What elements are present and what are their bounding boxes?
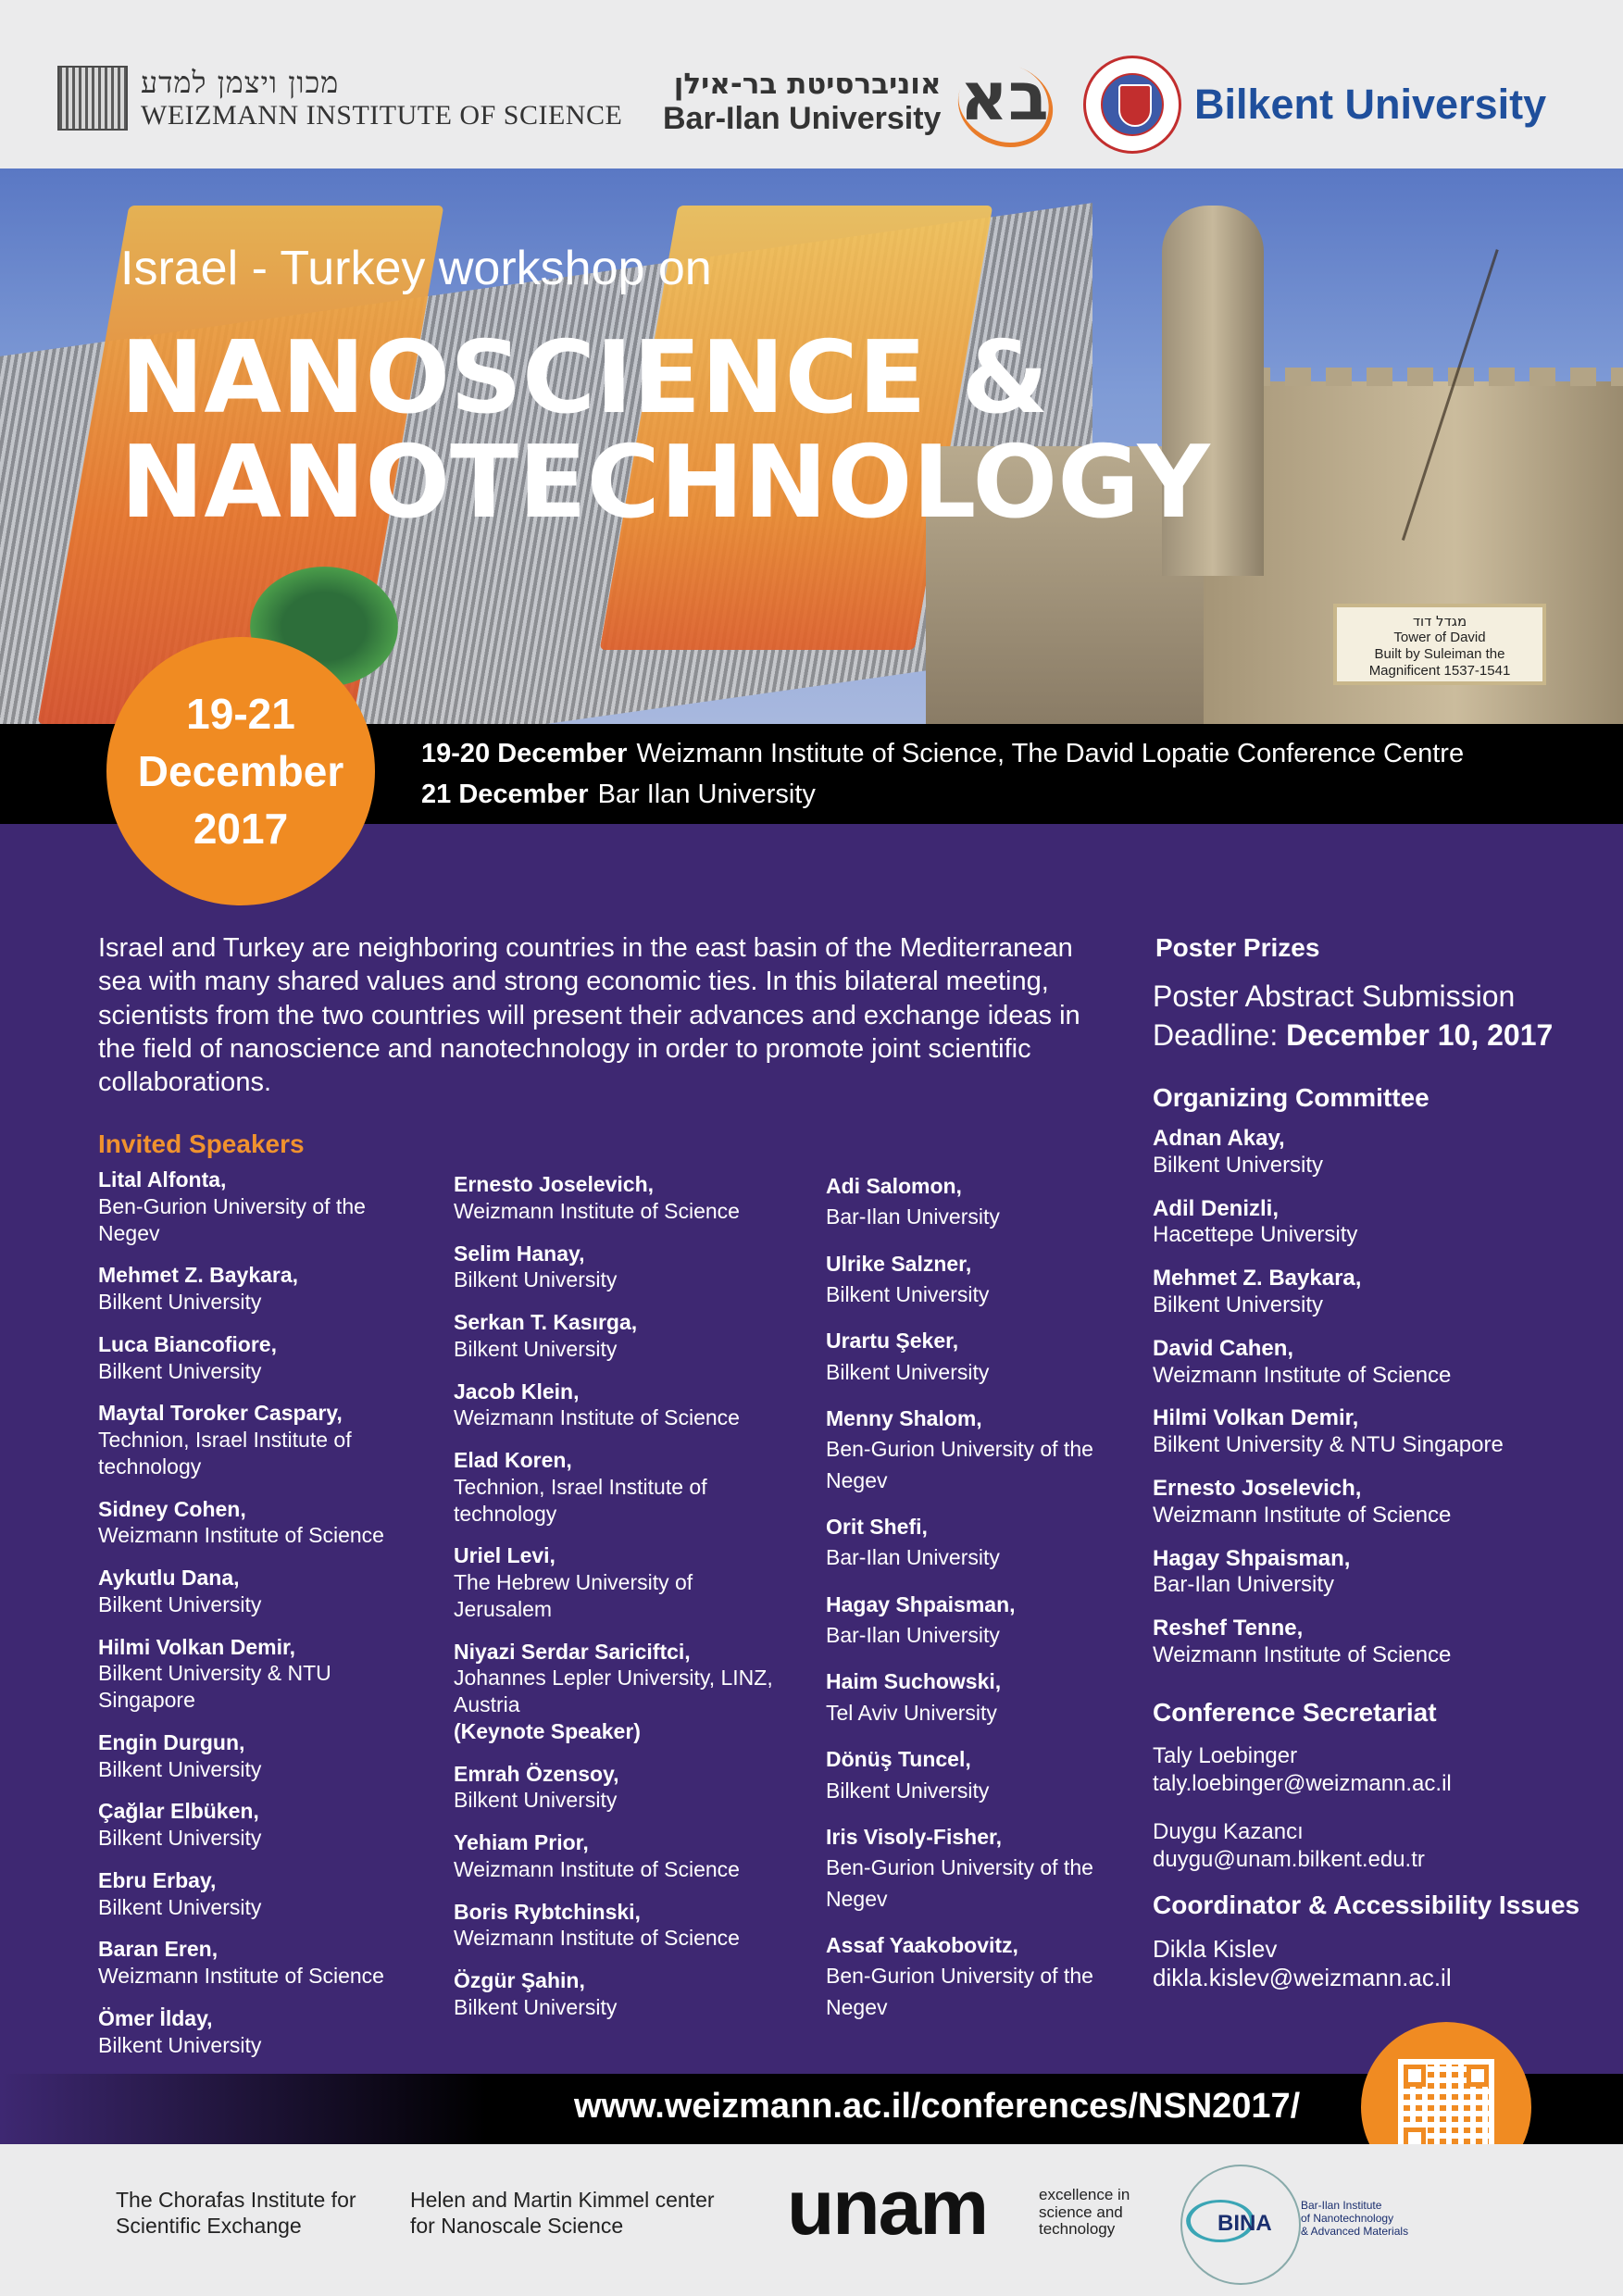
person-affiliation: Johannes Lepler University, LINZ, Austria — [454, 1666, 773, 1716]
person-entry — [98, 1798, 431, 1852]
person-name: Ömer İlday, — [98, 2005, 213, 2030]
speakers-column-3 — [826, 1171, 1131, 2039]
person-name: Mehmet Z. Baykara, — [98, 1263, 299, 1288]
bilkent-name: Bilkent University — [1194, 81, 1547, 128]
person-entry — [826, 1930, 1131, 2023]
unam-logo: unam — [787, 2164, 988, 2251]
person-entry — [454, 1171, 787, 1225]
person-name: Ebru Erbay, — [98, 1867, 217, 1892]
person-name: Luca Biancofiore, — [98, 1331, 277, 1356]
kimmel-center-label: Helen and Martin Kimmel center for Nanoscale Science — [410, 2188, 715, 2238]
person-entry — [98, 1565, 431, 1618]
person-affiliation: The Hebrew University of Jerusalem — [454, 1570, 693, 1621]
person-name: Urartu Şeker, — [826, 1329, 959, 1354]
person-entry — [826, 1171, 1131, 1233]
person-entry — [454, 1639, 787, 1745]
person-name: Adil Denizli, — [1153, 1195, 1280, 1221]
organizing-committee-heading: Organizing Committee — [1153, 1083, 1429, 1112]
bar-ilan-logo — [663, 56, 1055, 148]
person-affiliation: Tel Aviv University — [826, 1700, 997, 1725]
person-entry — [454, 1542, 787, 1622]
poster-deadline: Poster Abstract Submission Deadline: December 10, 2017 — [1153, 980, 1554, 1052]
person-name: Aykutlu Dana, — [98, 1566, 240, 1590]
person-name: Serkan T. Kasırga, — [454, 1310, 638, 1334]
person-name: Selim Hanay, — [454, 1241, 585, 1266]
person-entry — [98, 1167, 431, 1246]
person-name: Orit Shefi, — [826, 1515, 928, 1540]
photo-caption: מגדל דוד Tower of David Built by Suleiman the Magnificent 1537-1541 — [1333, 604, 1546, 685]
person-affiliation: Bilkent University — [98, 1358, 262, 1383]
person-affiliation: Ben-Gurion University of the Negev — [826, 1855, 1093, 1911]
coordinator-contact — [1153, 1935, 1597, 1992]
person-entry — [1153, 1476, 1597, 1529]
person-name: Emrah Özensoy, — [454, 1761, 619, 1786]
bilkent-logo — [1083, 56, 1546, 154]
person-entry — [98, 1634, 431, 1714]
person-name: Adi Salomon, — [826, 1174, 962, 1198]
person-name: Çağlar Elbüken, — [98, 1799, 259, 1824]
venue-line-2: 21 December Bar Ilan University — [421, 780, 816, 809]
person-affiliation: Technion, Israel Institute of technology — [98, 1428, 352, 1479]
person-affiliation: Weizmann Institute of Science — [98, 1964, 384, 1988]
person-name: Reshef Tenne, — [1153, 1616, 1304, 1641]
weizmann-logo — [57, 65, 622, 131]
person-name: Ernesto Joselevich, — [454, 1172, 655, 1196]
bina-logo: BINA — [1180, 2165, 1301, 2285]
person-affiliation: Bilkent University — [454, 1994, 618, 2019]
person-entry — [454, 1447, 787, 1527]
person-name: Boris Rybtchinski, — [454, 1899, 641, 1924]
person-name: Hagay Shpaisman, — [1153, 1545, 1351, 1571]
weizmann-hebrew-name: מכון ויצמן למדע — [141, 65, 340, 100]
person-entry — [1153, 1546, 1597, 1600]
person-entry — [454, 1379, 787, 1432]
person-affiliation: Bilkent University — [1153, 1152, 1324, 1178]
secretariat-contacts — [1153, 1742, 1597, 1894]
intro-paragraph: Israel and Turkey are neighboring countries in the east basin of the Mediterranean sea with many shared values and strong economic ties. In this bilateral meeting, scientists from the two countries will present their advances and exchange ideas in the field of nanoscience and nanotechnology in order to promote joint scientific collaborations. — [98, 933, 1080, 1097]
person-name: Engin Durgun, — [98, 1729, 245, 1754]
bar-ilan-hebrew-name: אוניברסיטת בר-אילן — [673, 67, 942, 101]
person-entry — [98, 1936, 431, 1990]
person-affiliation: Bilkent University — [98, 1756, 262, 1781]
person-entry — [454, 1241, 787, 1294]
person-entry — [1153, 1196, 1597, 1250]
chorafas-institute-label: The Chorafas Institute for Scientific Exchange — [116, 2188, 356, 2238]
person-affiliation: Weizmann Institute of Science — [454, 1198, 740, 1223]
person-affiliation: Ben-Gurion University of the Negev — [98, 1193, 366, 1245]
person-affiliation: Technion, Israel Institute of technology — [454, 1474, 707, 1526]
person-affiliation: Bilkent University — [1153, 1292, 1324, 1317]
coordinator-email-link[interactable]: dikla.kislev@weizmann.ac.il — [1153, 1964, 1452, 1992]
person-name: Niyazi Serdar Sariciftci, — [454, 1639, 691, 1664]
speakers-column-1 — [98, 1167, 431, 2074]
person-entry — [454, 1309, 787, 1363]
person-affiliation: Bar-Ilan University — [826, 1623, 1000, 1648]
person-affiliation: Ben-Gurion University of the Negev — [826, 1437, 1093, 1492]
person-entry — [826, 1404, 1131, 1496]
person-entry — [826, 1590, 1131, 1652]
person-affiliation: Bilkent University — [98, 1826, 262, 1850]
person-affiliation: Bilkent University — [826, 1359, 990, 1384]
person-affiliation: Bilkent University — [826, 1282, 990, 1307]
coordinator-heading: Coordinator & Accessibility Issues — [1153, 1890, 1580, 1919]
secretariat-contact-name: Taly Loebinger — [1153, 1743, 1298, 1768]
person-entry — [454, 1829, 787, 1883]
person-affiliation: Bar-Ilan University — [1153, 1572, 1335, 1598]
person-affiliation: Hacettepe University — [1153, 1222, 1358, 1248]
person-name: Jacob Klein, — [454, 1379, 580, 1404]
person-entry — [98, 1867, 431, 1921]
person-entry — [1153, 1266, 1597, 1319]
person-affiliation: Weizmann Institute of Science — [454, 1856, 740, 1881]
person-name: Ernesto Joselevich, — [1153, 1475, 1362, 1501]
bina-tagline: Bar-Ilan Institute of Nanotechnology & Advanced Materials — [1301, 2199, 1409, 2238]
person-entry — [826, 1249, 1131, 1311]
person-affiliation: Ben-Gurion University of the Negev — [826, 1964, 1093, 2019]
person-affiliation: Weizmann Institute of Science — [98, 1523, 384, 1548]
person-entry — [98, 1262, 431, 1316]
person-affiliation: Weizmann Institute of Science — [1153, 1641, 1452, 1667]
person-affiliation: Weizmann Institute of Science — [454, 1926, 740, 1951]
invited-speakers-heading: Invited Speakers — [98, 1129, 305, 1158]
workshop-title: NANOSCIENCE & NANOTECHNOLOGY — [120, 320, 1210, 542]
person-entry — [98, 1729, 431, 1783]
qr-code-icon[interactable] — [1398, 2059, 1494, 2155]
secretariat-email-link[interactable]: duygu@unam.bilkent.edu.tr — [1153, 1847, 1425, 1872]
person-entry — [98, 1496, 431, 1550]
person-name: Hilmi Volkan Demir, — [98, 1634, 296, 1659]
person-entry — [826, 1744, 1131, 1806]
venue-line-1: 19-20 December Weizmann Institute of Science, The David Lopatie Conference Centre — [421, 739, 1465, 768]
coordinator-name: Dikla Kislev — [1153, 1935, 1278, 1963]
person-name: Maytal Toroker Caspary, — [98, 1401, 343, 1426]
person-affiliation: Bilkent University — [98, 1290, 262, 1314]
keynote-note: (Keynote Speaker) — [454, 1718, 641, 1743]
secretariat-contact-name: Duygu Kazancı — [1153, 1819, 1304, 1844]
person-name: David Cahen, — [1153, 1335, 1294, 1361]
person-affiliation: Weizmann Institute of Science — [1153, 1362, 1452, 1388]
date-badge: 19-21 December 2017 — [106, 637, 375, 905]
person-affiliation: Bar-Ilan University — [826, 1204, 1000, 1229]
conference-url-link[interactable]: www.weizmann.ac.il/conferences/NSN2017/ — [574, 2087, 1301, 2126]
person-affiliation: Bilkent University — [454, 1336, 618, 1361]
person-entry — [98, 2005, 431, 2059]
person-entry — [826, 1666, 1131, 1728]
person-entry — [454, 1761, 787, 1815]
person-affiliation: Bilkent University & NTU Singapore — [1153, 1432, 1504, 1458]
person-affiliation: Weizmann Institute of Science — [454, 1405, 740, 1430]
bilkent-seal-icon — [1083, 56, 1181, 154]
person-entry — [1153, 1405, 1597, 1459]
person-affiliation: Bar-Ilan University — [826, 1545, 1000, 1570]
person-entry — [98, 1331, 431, 1385]
bar-ilan-emblem-icon: בא — [954, 56, 1055, 148]
person-affiliation: Weizmann Institute of Science — [1153, 1502, 1452, 1528]
person-name: Yehiam Prior, — [454, 1830, 589, 1854]
unam-tagline: excellence in science and technology — [1039, 2186, 1130, 2239]
person-entry — [98, 1400, 431, 1479]
person-name: Özgür Şahin, — [454, 1968, 585, 1992]
person-entry — [1153, 1126, 1597, 1179]
secretariat-email-link[interactable]: taly.loebinger@weizmann.ac.il — [1153, 1771, 1452, 1796]
person-entry — [454, 1967, 787, 2021]
person-name: Mehmet Z. Baykara, — [1153, 1266, 1362, 1292]
person-entry — [1153, 1336, 1597, 1390]
person-affiliation: Bilkent University & NTU Singapore — [98, 1661, 331, 1712]
person-affiliation: Bilkent University — [826, 1778, 990, 1803]
person-name: Uriel Levi, — [454, 1543, 556, 1568]
speakers-column-2 — [454, 1171, 787, 2037]
person-name: Adnan Akay, — [1153, 1126, 1285, 1151]
poster-prizes-heading: Poster Prizes — [1155, 933, 1320, 962]
person-name: Ulrike Salzner, — [826, 1251, 972, 1276]
person-name: Baran Eren, — [98, 1937, 218, 1962]
person-name: Haim Suchowski, — [826, 1669, 1002, 1694]
person-affiliation: Bilkent University — [454, 1267, 618, 1292]
person-name: Hilmi Volkan Demir, — [1153, 1405, 1359, 1431]
person-name: Menny Shalom, — [826, 1406, 982, 1431]
logo-bar — [0, 0, 1623, 168]
person-entry — [826, 1326, 1131, 1388]
person-name: Assaf Yaakobovitz, — [826, 1932, 1018, 1957]
person-name: Elad Koren, — [454, 1448, 572, 1472]
weizmann-english-name: WEIZMANN INSTITUTE OF SCIENCE — [141, 100, 623, 131]
person-entry — [454, 1899, 787, 1953]
workshop-subtitle: Israel - Turkey workshop on — [120, 242, 712, 295]
person-affiliation: Bilkent University — [98, 2032, 262, 2057]
organizing-committee-list — [1153, 1126, 1597, 1686]
person-affiliation: Bilkent University — [98, 1894, 262, 1919]
person-name: Sidney Cohen, — [98, 1496, 246, 1521]
bar-ilan-english-name: Bar-Ilan University — [663, 100, 942, 136]
person-name: Lital Alfonta, — [98, 1167, 227, 1192]
person-name: Hagay Shpaisman, — [826, 1591, 1016, 1616]
secretariat-heading: Conference Secretariat — [1153, 1698, 1437, 1727]
weizmann-emblem-icon — [57, 66, 128, 131]
person-affiliation: Bilkent University — [98, 1591, 262, 1616]
person-name: Dönüş Tuncel, — [826, 1747, 971, 1772]
person-name: Iris Visoly-Fisher, — [826, 1824, 1003, 1849]
person-entry — [826, 1512, 1131, 1574]
person-entry — [1153, 1616, 1597, 1669]
person-entry — [826, 1822, 1131, 1915]
person-affiliation: Bilkent University — [454, 1788, 618, 1813]
